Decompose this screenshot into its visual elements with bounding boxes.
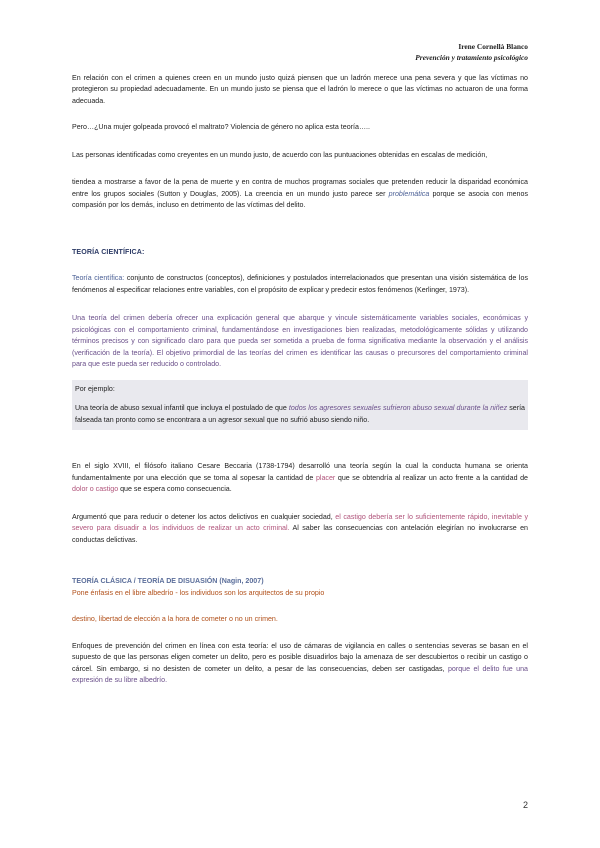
- paragraph-pena-muerte: [72, 177, 528, 211]
- paragraph-enfoques-prevencion: [72, 641, 528, 687]
- paragraph-beccaria: [72, 461, 528, 495]
- text-run: que se espera como consecuencia.: [118, 485, 232, 494]
- text-run: Argumentó que para reducir o detener los actos delictivos en cualquier sociedad,: [72, 512, 336, 521]
- emphasis-placer: placer: [315, 473, 336, 482]
- text-run: que se obtendría al realizar un acto frente a la cantidad de: [335, 473, 528, 482]
- text-run: sería falseada tan pronto como se encontrara a un agresor sexual que no sufrió abuso siendo niño.: [75, 404, 525, 424]
- text-run: En el siglo XVIII, el filósofo italiano Cesare Beccaria (1738-1794) desarrolló una teoría según la cual la conducta humana se orienta fundamentalmente por una elección que se toma al sopesar la cantidad de: [72, 462, 528, 482]
- emphasis-example: todos los agresores sexuales sufrieron abuso sexual durante la niñez: [288, 404, 508, 413]
- paragraph-maltrato-question: Pero…¿Una mujer golpeada provocó el maltrato? Violencia de género no aplica esta teoría…..: [72, 123, 370, 132]
- text-run: Enfoques de prevención del crimen en línea con esta teoría: el uso de cámaras de vigilancia en calles o sentencias severas se basan en el supuesto de que las personas eligen cometer un delito, pero es posible disuadirlos bajo la amenaza de ser descubiertos o recibir un castigo o cárcel. Sin embargo, si no desisten de cometer un delito, a pesar de las consecuencias, deben ser castigadas,: [72, 641, 528, 673]
- paragraph-creyentes: Las personas identificadas como creyentes en un mundo justo, de acuerdo con las puntuaciones obtenidas en escalas de medición,: [72, 150, 488, 159]
- header-author: Irene Cornellà Blanco: [458, 42, 528, 51]
- clasica-line-1: Pone énfasis en el libre albedrío - los individuos son los arquitectos de su propio: [72, 588, 325, 597]
- document-body: [72, 73, 528, 687]
- document-header: [415, 42, 528, 63]
- example-label: Por ejemplo:: [75, 384, 115, 393]
- header-subtitle: Prevención y tratamiento psicológico: [415, 52, 528, 62]
- example-box: [72, 380, 528, 430]
- paragraph-mundo-justo: En relación con el crimen a quienes creen en un mundo justo quizá piensen que un ladrón merece una pena severa y que las víctimas no protegieron su propiedad adecuadamente. En un mundo justo se piensa que el ladrón lo merece o que las víctimas no actuaron de una forma adecuada.: [72, 74, 528, 105]
- emphasis-dolor: dolor o castigo: [72, 485, 119, 494]
- paragraph-teoria-crimen: Una teoría del crimen debería ofrecer una explicación general que abarque y vincule sistemáticamente variables sociales, económicas y psicológicas con el comportamiento criminal, fundamentándose en investigaciones bien realizadas, metodológicamente sólidas y utilizando términos precisos y con significado claro para que pueda ser sometida a prueba de forma significativa mediante la observación y el análisis (verificación de la teoría). El objetivo primordial de las teorías del crimen es identificar las causas o precursores del comportamiento criminal para que este pueda ser reducido o controlado.: [72, 314, 528, 369]
- text-run: Al saber las consecuencias con antelación elegirían no involucrarse en conductas delictivas.: [72, 524, 528, 544]
- text-run: tiendea a mostrarse a favor de la pena de muerte y en contra de muchos programas sociales que pretenden reducir la disparidad económica entre los grupos sociales (Sutton y Douglas, 2005). La creencia en un mundo justo parece ser: [72, 178, 528, 198]
- text-run: porque se asocia con menos compasión por los demás, incluso en detrimento de las víctimas del delito.: [72, 189, 528, 210]
- text-run: conjunto de constructos (conceptos), definiciones y postulados interrelacionados que presentan una visión sistemática de los fenómenos al especificar relaciones entre variables, con el propósito de explicar y predecir estos fenómenos (Kerlinger, 1973).: [72, 274, 528, 294]
- heading-teoria-clasica: TEORÍA CLÁSICA / TEORÍA DE DISUASIÓN (Nagin, 2007): [72, 577, 264, 586]
- emphasis-castigo: el castigo debería ser lo suficientemente rápido, inevitable y severo para disuadir a los individuos de realizar un acto criminal.: [72, 512, 528, 533]
- term-teoria-cientifica: Teoría científica:: [72, 274, 125, 283]
- heading-teoria-cientifica: TEORÍA CIENTÍFICA:: [72, 247, 145, 256]
- page-number: 2: [522, 800, 528, 810]
- clasica-line-2: destino, libertad de elección a la hora de cometer o no un crimen.: [72, 615, 278, 624]
- emphasis-libre-albedrio: porque el delito fue una expresión de su libre albedrío.: [72, 664, 528, 685]
- example-text: [75, 403, 525, 426]
- emphasis-problematica: problemática: [388, 189, 430, 198]
- paragraph-definicion-teoria: [72, 273, 528, 296]
- paragraph-castigo: [72, 512, 528, 546]
- text-run: Una teoría de abuso sexual infantil que incluya el postulado de que: [75, 404, 289, 413]
